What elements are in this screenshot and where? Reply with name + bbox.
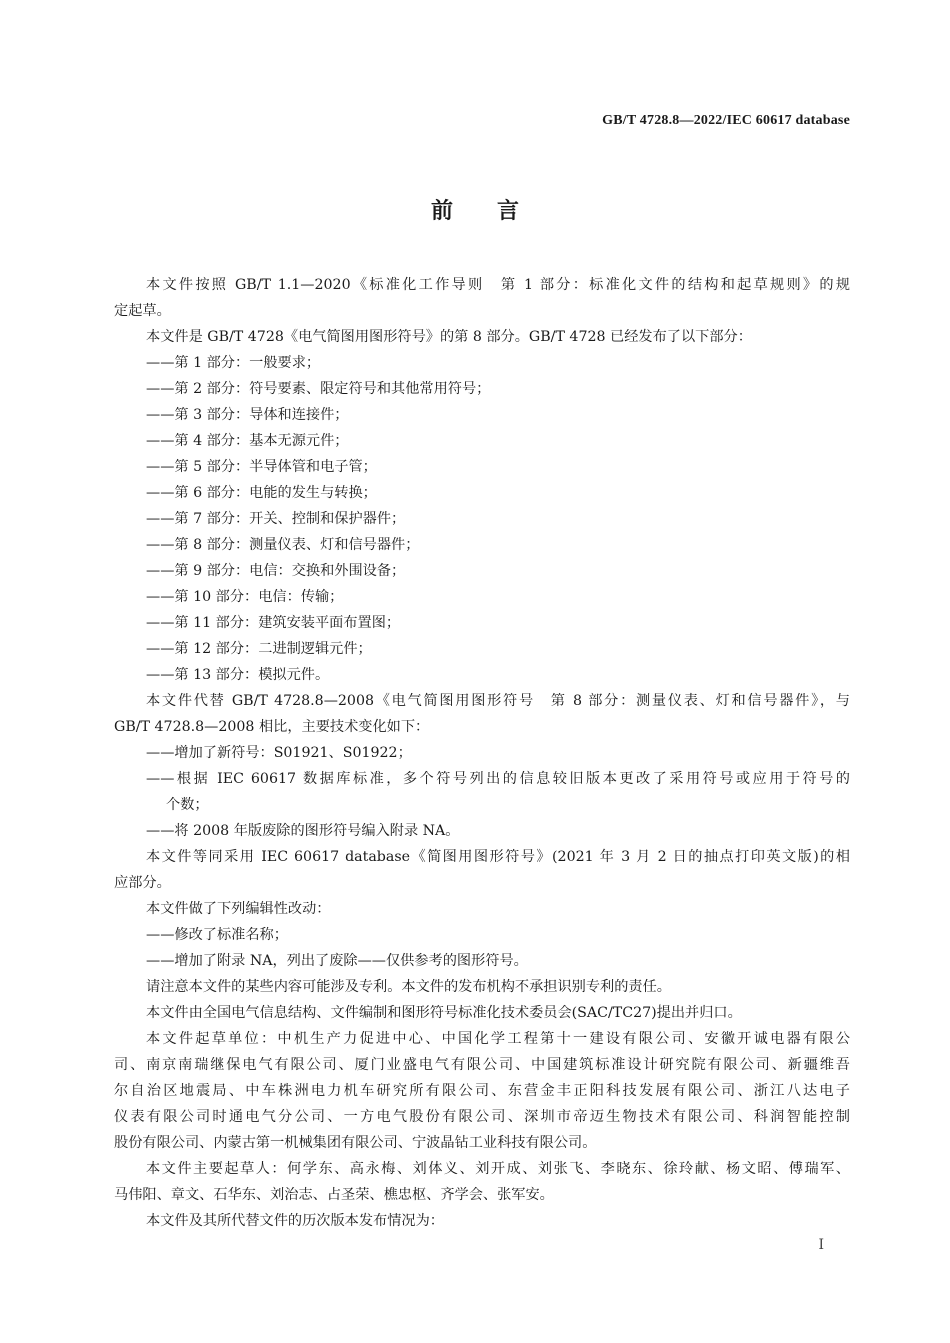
list-item: ——第 12 部分：二进制逻辑元件；: [146, 641, 372, 657]
paragraph-line: GB/T 4728.8—2008 相比，主要技术变化如下：: [114, 719, 430, 735]
page-title: 前言: [430, 199, 563, 224]
paragraph-line: 本文件起草单位：中机生产力促进中心、中国化学工程第十一建设有限公司、安徽开诚电器有限公: [146, 1031, 850, 1047]
list-item: ——根据 IEC 60617 数据库标准，多个符号列出的信息较旧版本更改了采用符号或应用于符号的: [146, 771, 850, 787]
foreword-body: [114, 272, 850, 1234]
list-item: ——第 5 部分：半导体管和电子管；: [146, 459, 377, 475]
list-item: ——第 13 部分：模拟元件。: [146, 667, 330, 683]
paragraph-line: 本文件是 GB/T 4728《电气简图用图形符号》的第 8 部分。GB/T 4728 已经发布了以下部分：: [146, 329, 752, 345]
list-item: ——增加了附录 NA，列出了废除——仅供参考的图形符号。: [146, 953, 528, 969]
paragraph-line: 马伟阳、章文、石华东、刘治志、占圣荣、樵忠枢、齐学会、张军安。: [114, 1187, 554, 1203]
list-item: ——第 11 部分：建筑安装平面布置图；: [146, 615, 401, 631]
paragraph-line: 请注意本文件的某些内容可能涉及专利。本文件的发布机构不承担识别专利的责任。: [146, 979, 671, 995]
paragraph-line: 本文件由全国电气信息结构、文件编制和图形符号标准化技术委员会(SAC/TC27)提出并归口。: [146, 1005, 742, 1021]
paragraph-line: 本文件及其所代替文件的历次版本发布情况为：: [146, 1213, 444, 1229]
list-item: ——第 10 部分：电信：传输；: [146, 589, 344, 605]
list-item: ——第 6 部分：电能的发生与转换；: [146, 485, 377, 501]
list-item: ——将 2008 年版废除的图形符号编入附录 NA。: [146, 823, 460, 839]
paragraph-line: 司、南京南瑞继保电气有限公司、厦门业盛电气有限公司、中国建筑标准设计研究院有限公司、新疆维吾: [114, 1057, 850, 1073]
list-item: ——第 2 部分：符号要素、限定符号和其他常用符号；: [146, 381, 491, 397]
paragraph-line: 应部分。: [114, 875, 171, 891]
list-item: ——第 4 部分：基本无源元件；: [146, 433, 349, 449]
paragraph-line: 定起草。: [114, 303, 171, 319]
list-item: ——第 3 部分：导体和连接件；: [146, 407, 349, 423]
list-item: ——第 8 部分：测量仪表、灯和信号器件；: [146, 537, 420, 553]
paragraph-line: 本文件等同采用 IEC 60617 database《简图用图形符号》(2021 年 3 月 2 日的抽点打印英文版)的相: [146, 849, 850, 865]
paragraph-line: 本文件按照 GB/T 1.1—2020《标准化工作导则 第 1 部分：标准化文件的结构和起草规则》的规: [146, 277, 850, 293]
list-item: ——第 1 部分：一般要求；: [146, 355, 321, 371]
list-item-continuation: 个数；: [166, 797, 209, 813]
paragraph-line: 本文件主要起草人：何学东、高永梅、刘体义、刘开成、刘张飞、李晓东、徐玲献、杨文昭、傅瑞军、: [146, 1161, 850, 1177]
paragraph-line: 股份有限公司、内蒙古第一机械集团有限公司、宁波晶钻工业科技有限公司。: [114, 1135, 597, 1151]
list-item: ——第 7 部分：开关、控制和保护器件；: [146, 511, 406, 527]
list-item: ——增加了新符号：S01921、S01922；: [146, 745, 412, 761]
paragraph-line: 本文件做了下列编辑性改动：: [146, 901, 331, 917]
list-item: ——修改了标准名称；: [146, 927, 288, 943]
list-item: ——第 9 部分：电信：交换和外围设备；: [146, 563, 406, 579]
document-code-header: GB/T 4728.8—2022/IEC 60617 database: [602, 113, 850, 128]
paragraph-line: 本文件代替 GB/T 4728.8—2008《电气简图用图形符号 第 8 部分：测量仪表、灯和信号器件》，与: [146, 693, 850, 709]
paragraph-line: 尔自治区地震局、中车株洲电力机车研究所有限公司、东营金丰正阳科技发展有限公司、浙江八达电子: [114, 1083, 850, 1099]
page-number: I: [818, 1237, 824, 1253]
paragraph-line: 仪表有限公司时通电气分公司、一方电气股份有限公司、深圳市帝迈生物技术有限公司、科润智能控制: [114, 1109, 850, 1125]
